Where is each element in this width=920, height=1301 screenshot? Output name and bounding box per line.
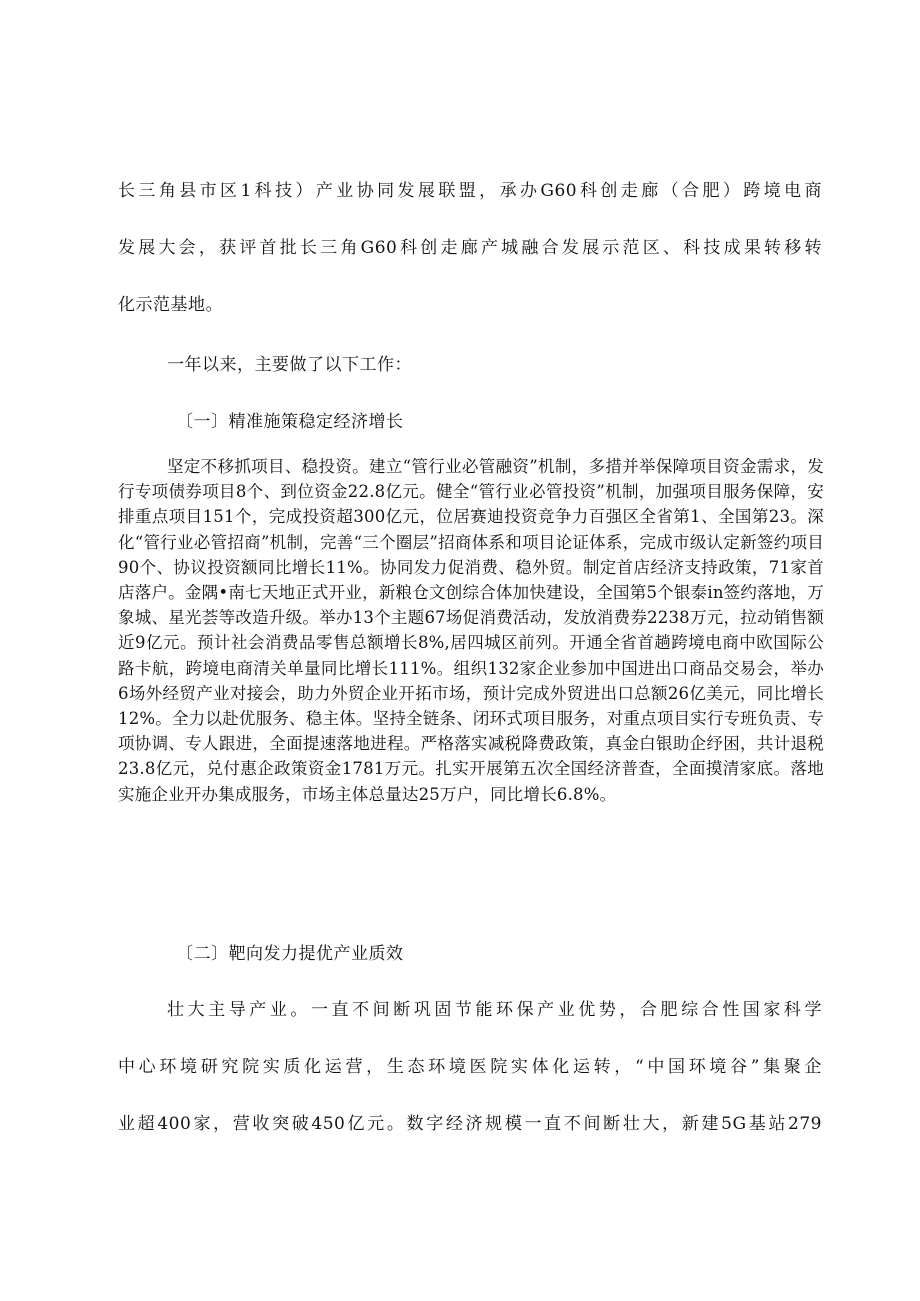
section-body-1: 坚定不移抓项目、稳投资。建立“管行业必管融资”机制，多措并举保障项目资金需求，发行专项债券项目8个、到位资金22.8亿元。健全“管行业必管投资”机制，加强项目服务保障，安排重点项目151个，完成投资超300亿元，位居赛迪投资竞争力百强区全省第1、全国第23。深化“管行业必管招商”机制，完善“三个圈层”招商体系和项目论证体系，完成市级认定新签约项目90个、协议投资额同比增长11%。协同发力促消费、稳外贸。制定首店经济支持政策，71家首店落户。金隅•南七天地正式开业，新粮仓文创综合体加快建设，全国第5个银泰in签约落地，万象城、星光荟等改造升级。举办13个主题67场促消费活动，发放消费券2238万元，拉动销售额近9亿元。预计社会消费品零售总额增长8%,居四城区前列。开通全省首趟跨境电商中欧国际公路卡航，跨境电商清关单量同比增长111%。组织132家企业参加中国进出口商品交易会，举办6场外经贸产业对接会，助力外贸企业开拓市场，预计完成外贸进出口总额26亿美元，同比增长12%。全力以赴优服务、稳主体。坚持全链条、闭环式项目服务，对重点项目实行专班负责、专项协调、专人跟进，全面提速落地进程。严格落实减税降费政策，真金白银助企纾困，共计退税23.8亿元，兑付惠企政策资金1781万元。扎实开展第五次全国经济普查，全面摸清家底。落地实施企业开办集成服务，市场主体总量达25万户，同比增长6.8%。 <box>118 457 824 804</box>
section-heading-1: 〔一〕精准施策稳定经济增长 <box>176 412 404 432</box>
section-heading-2: 〔二〕靶向发力提优产业质效 <box>176 944 404 964</box>
intro-text: 一年以来，主要做了以下工作： <box>167 355 412 375</box>
section-body-2 <box>118 982 822 1153</box>
text-line: 发展大会，获评首批长三角G60科创走廊产城融合发展示范区、科技成果转移转 <box>118 238 822 258</box>
text-line: 中心环境研究院实质化运营，生态环境医院实体化运转，“中国环境谷”集聚企 <box>118 1057 822 1077</box>
text-line: 长三角县市区1科技）产业协同发展联盟，承办G60科创走廊（合肥）跨境电商 <box>118 181 822 201</box>
text-line: 壮大主导产业。一直不间断巩固节能环保产业优势，合肥综合性国家科学 <box>167 1000 822 1020</box>
paragraph-continued <box>118 163 822 334</box>
text-line: 业超400家，营收突破450亿元。数字经济规模一直不间断壮大，新建5G基站279 <box>118 1114 822 1134</box>
text-line: 化示范基地。 <box>118 295 223 315</box>
